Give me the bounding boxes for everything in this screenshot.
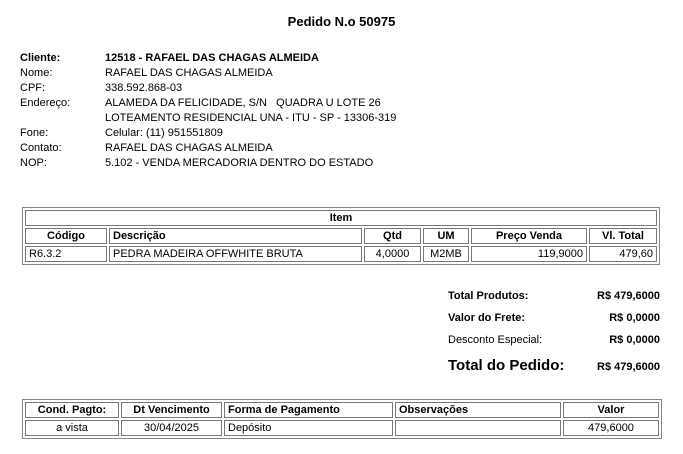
cell-descricao: PEDRA MADEIRA OFFWHITE BRUTA — [109, 246, 362, 262]
col-header-preco-venda: Preço Venda — [471, 228, 587, 244]
field-value — [105, 96, 396, 126]
customer-row-endereco — [20, 96, 660, 126]
customer-info — [20, 51, 660, 171]
payment-table — [22, 399, 662, 439]
field-label: NOP: — [20, 157, 47, 169]
col-header-forma-pagamento: Forma de Pagamento — [224, 402, 393, 418]
total-produtos-label: Total Produtos: — [448, 290, 529, 302]
valor-frete-row — [448, 312, 660, 334]
item-table-header-row — [25, 228, 657, 244]
field-label: Fone: — [20, 127, 49, 139]
field-label: Nome: — [20, 67, 53, 79]
desconto-especial-label: Desconto Especial: — [448, 334, 543, 346]
col-header-descricao: Descrição — [109, 228, 362, 244]
cell-preco-venda: 119,9000 — [471, 246, 587, 262]
payment-table-header-row — [25, 402, 659, 418]
desconto-especial-row — [448, 334, 660, 356]
field-label: Contato: — [20, 142, 62, 154]
customer-row-contato — [20, 141, 660, 156]
field-value: 12518 - RAFAEL DAS CHAGAS ALMEIDA — [105, 52, 319, 64]
col-header-valor: Valor — [563, 402, 659, 418]
field-label: Cliente: — [20, 52, 61, 64]
field-value: 338.592.868-03 — [105, 82, 183, 94]
cell-valor: 479,6000 — [563, 420, 659, 436]
customer-row-nome — [20, 66, 660, 81]
item-table-row — [25, 246, 657, 262]
col-header-observacoes: Observações — [395, 402, 561, 418]
cell-um: M2MB — [423, 246, 469, 262]
field-value: Celular: (11) 951551809 — [105, 127, 223, 139]
field-value: RAFAEL DAS CHAGAS ALMEIDA — [105, 142, 273, 154]
field-label: CPF: — [20, 82, 46, 94]
field-value: 5.102 - VENDA MERCADORIA DENTRO DO ESTADO — [105, 157, 374, 169]
customer-row-fone — [20, 126, 660, 141]
cell-cond-pagto: a vista — [25, 420, 119, 436]
total-produtos-value: R$ 479,6000 — [597, 290, 660, 302]
address-line-2: LOTEAMENTO RESIDENCIAL UNA - ITU - SP - 13306-319 — [105, 112, 397, 124]
address-line-1: ALAMEDA DA FELICIDADE, S/N QUADRA U LOTE 26 — [105, 97, 381, 109]
valor-frete-label: Valor do Frete: — [448, 312, 526, 324]
valor-frete-value: R$ 0,0000 — [609, 312, 660, 324]
customer-row-nop — [20, 156, 660, 171]
grand-total-value: R$ 479,6000 — [597, 361, 660, 373]
payment-table-row — [25, 420, 659, 436]
totals-section — [448, 290, 660, 374]
cell-codigo: R6.3.2 — [25, 246, 107, 262]
cell-forma-pagamento: Depósito — [224, 420, 393, 436]
item-table-group-header-row — [25, 210, 657, 226]
cell-dt-vencimento: 30/04/2025 — [121, 420, 222, 436]
col-header-vl-total: Vl. Total — [589, 228, 657, 244]
col-header-qtd: Qtd — [364, 228, 421, 244]
desconto-especial-value: R$ 0,0000 — [609, 334, 660, 346]
customer-row-cliente — [20, 51, 660, 66]
customer-row-cpf — [20, 81, 660, 96]
col-header-codigo: Código — [25, 228, 107, 244]
item-table — [22, 207, 660, 265]
total-produtos-row — [448, 290, 660, 312]
cell-qtd: 4,0000 — [364, 246, 421, 262]
col-header-cond-pagto: Cond. Pagto: — [25, 402, 119, 418]
cell-vl-total: 479,60 — [589, 246, 657, 262]
col-header-dt-vencimento: Dt Vencimento — [121, 402, 222, 418]
field-label: Endereço: — [20, 97, 71, 109]
item-table-group-header: Item — [25, 210, 657, 226]
grand-total-label: Total do Pedido: — [448, 357, 565, 374]
col-header-um: UM — [423, 228, 469, 244]
cell-observacoes — [395, 420, 561, 436]
field-value: RAFAEL DAS CHAGAS ALMEIDA — [105, 67, 273, 79]
page-title: Pedido N.o 50975 — [287, 14, 396, 29]
grand-total-row — [448, 357, 660, 374]
